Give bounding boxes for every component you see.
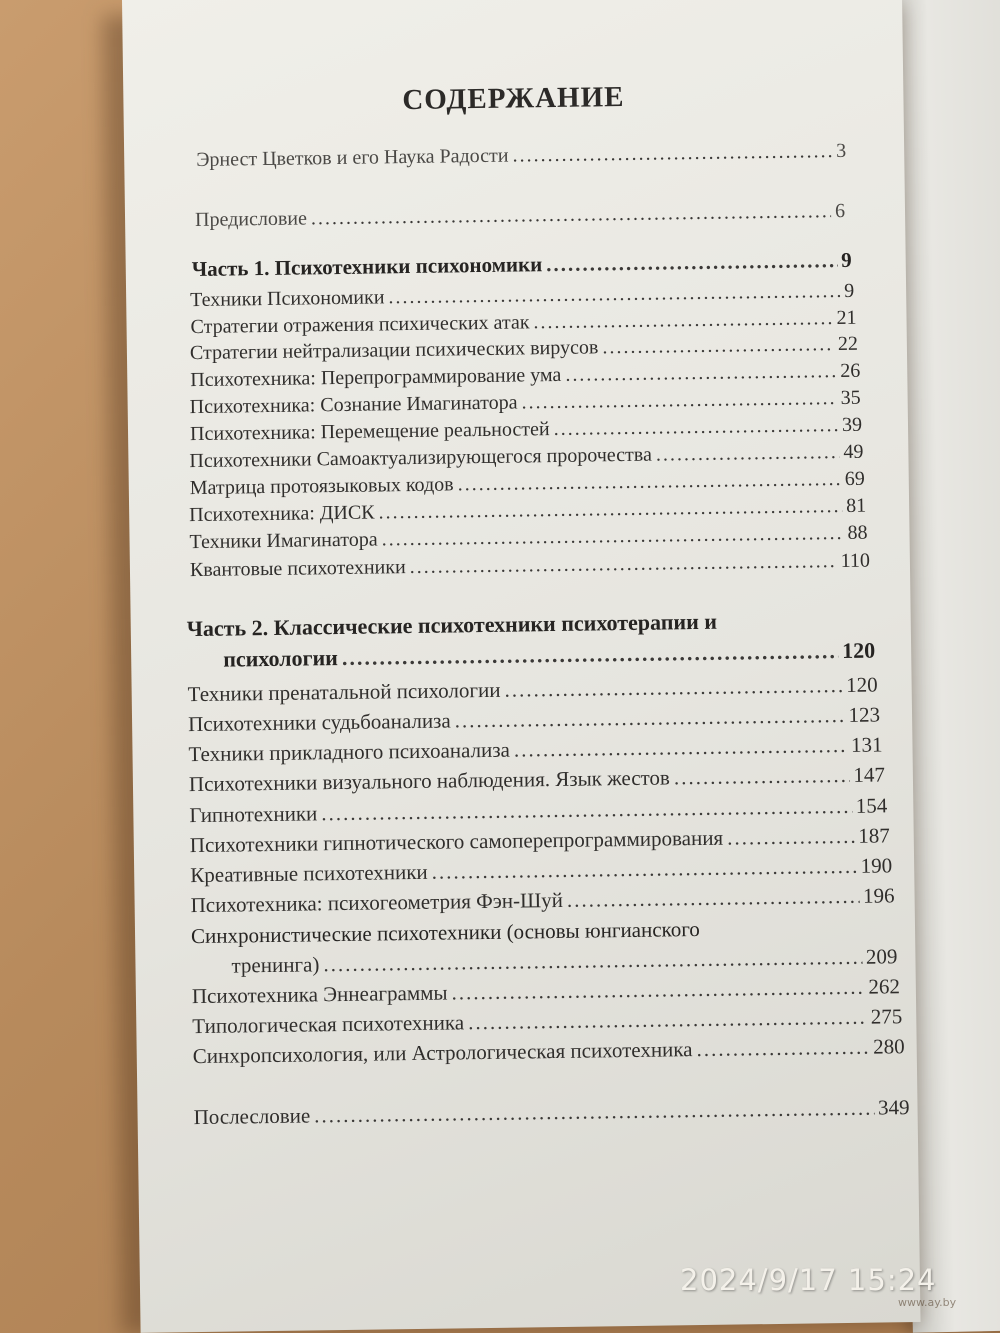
dot-leader — [565, 360, 836, 387]
toc-entry-page: 120 — [845, 672, 878, 697]
dot-leader — [696, 1035, 869, 1062]
toc-entry — [190, 853, 892, 888]
toc-entry-label: Предисловие — [194, 207, 308, 232]
toc-entry-label: Психотехника: Сознание Имагинатора — [189, 391, 518, 419]
toc-entry-label: Психотехника: психогеометрия Фэн-Шуй — [190, 887, 564, 918]
dot-leader — [455, 703, 845, 733]
toc-entry-page: 120 — [841, 637, 876, 664]
dot-leader — [388, 280, 840, 309]
toc-entry — [193, 1095, 909, 1130]
book-page — [122, 0, 921, 1333]
table-of-contents — [122, 0, 921, 1333]
toc-entry-page: 131 — [850, 732, 883, 757]
toc-entry-page: 154 — [855, 793, 888, 818]
toc-entry-label: Гипнотехники — [189, 801, 318, 828]
dot-leader — [546, 248, 837, 277]
toc-entry — [192, 248, 852, 282]
dot-leader — [311, 200, 831, 230]
toc-entry-page: 110 — [840, 549, 871, 573]
dot-leader — [457, 468, 840, 496]
toc-entry-label: Типологическая психотехника — [192, 1010, 465, 1039]
dot-leader — [521, 387, 836, 414]
toc-entry-page: 21 — [836, 306, 857, 330]
dot-leader — [656, 441, 840, 467]
toc-entry-page: 123 — [848, 702, 881, 727]
toc-entry-page: 349 — [877, 1095, 910, 1120]
toc-entry-label: Психотехники гипнотического самоперепрограммирования — [189, 825, 724, 858]
site-watermark: www.ay.by — [898, 1296, 957, 1309]
dot-leader — [378, 495, 842, 524]
dot-leader — [451, 975, 864, 1006]
toc-entry-page: 280 — [873, 1034, 905, 1059]
toc-entry-label: Техники пренатальной психологии — [187, 677, 501, 707]
toc-entry-label: Психотехника: Перемещение реальностей — [189, 418, 550, 446]
dot-leader — [512, 140, 832, 167]
toc-entry — [223, 638, 875, 673]
toc-entry-label: Психотехники судьбоанализа — [187, 708, 451, 737]
dot-leader — [602, 333, 834, 359]
toc-entry-page: 9 — [843, 279, 855, 302]
toc-entry-page: 88 — [847, 521, 868, 544]
toc-entry-label: Квантовые психотехники — [189, 556, 406, 582]
toc-entry-page: 35 — [840, 386, 861, 410]
dot-leader — [342, 638, 839, 671]
toc-entry-label: Психотехника: ДИСК — [189, 501, 375, 527]
toc-entry — [192, 1004, 902, 1039]
dot-leader — [323, 945, 862, 978]
toc-entry — [196, 140, 846, 172]
dot-leader — [468, 1005, 867, 1036]
toc-entry-page: 6 — [834, 199, 846, 223]
toc-entry — [189, 522, 867, 554]
toc-entry — [190, 550, 870, 582]
toc-entry — [190, 823, 890, 858]
dot-leader — [567, 884, 859, 913]
toc-entry-label: Креативные психотехники — [190, 859, 428, 888]
toc-entry-page: 39 — [841, 413, 863, 436]
toc-entry-label: Эрнест Цветков и его Наука Радости — [196, 144, 509, 171]
dot-leader — [674, 763, 850, 790]
toc-entry-label: Психотехники Самоактуализирующегося пророчества — [189, 443, 653, 473]
dot-leader — [432, 854, 857, 885]
toc-entry-page: 49 — [843, 440, 864, 463]
toc-entry-label: Техники Имагинатора — [189, 528, 378, 554]
dot-leader — [504, 673, 842, 703]
toc-entry-page: 187 — [858, 823, 890, 848]
toc-entry-page: 209 — [865, 944, 898, 969]
toc-entry-label: Синхропсихология, или Астрологическая психотехника — [192, 1037, 693, 1069]
toc-entry — [188, 732, 882, 767]
toc-entry-page: 69 — [844, 467, 865, 490]
toc-entry — [231, 944, 897, 978]
toc-entry — [192, 974, 900, 1009]
toc-title: СОДЕРЖАНИЕ — [402, 80, 625, 117]
toc-entry-label: Техники Психономики — [190, 286, 385, 312]
dot-leader — [314, 1096, 874, 1129]
toc-entry-label: Психотехники визуального наблюдения. Язык жестов — [188, 765, 671, 797]
toc-entry — [193, 1034, 905, 1069]
dot-leader — [533, 307, 832, 334]
toc-entry-label: Послесловие — [193, 1103, 311, 1130]
toc-entry-label: Психотехника: Перепрограммирование ума — [190, 363, 562, 392]
toc-entry — [189, 762, 885, 797]
toc-entry — [188, 673, 878, 708]
toc-entry-page: 3 — [836, 139, 847, 163]
dot-leader — [410, 550, 837, 579]
toc-entry — [190, 883, 894, 918]
toc-entry-label: психологии — [223, 645, 339, 672]
toc-entry — [189, 793, 887, 828]
toc-entry-page: 147 — [853, 762, 886, 787]
toc-entry-page: 196 — [862, 883, 895, 908]
toc-entry-label-line1: Часть 2. Классические психотехники психотерапии и — [186, 608, 718, 642]
toc-entry-label: тренинга) — [231, 952, 320, 978]
toc-entry-label-line1: Синхронистические психотехники (основы юнгианского — [190, 917, 700, 949]
dot-leader — [553, 414, 838, 441]
toc-entry-label: Стратегии отражения психических атак — [190, 311, 530, 339]
toc-entry-page: 22 — [837, 332, 859, 356]
toc-entry-label: Стратегии нейтрализации психических вирусов — [189, 336, 599, 365]
photo-timestamp: 2024/9/17 15:24 — [680, 1263, 937, 1297]
toc-entry — [188, 702, 880, 737]
dot-leader — [727, 824, 854, 851]
dot-leader — [321, 794, 852, 826]
toc-entry-page: 190 — [860, 853, 893, 878]
toc-entry-label: Матрица протоязыковых кодов — [189, 473, 454, 500]
dot-leader — [514, 733, 847, 763]
toc-entry — [195, 200, 845, 232]
toc-entry-label: Техники прикладного психоанализа — [188, 737, 511, 767]
toc-entry-label: Часть 1. Психотехники психономики — [191, 252, 543, 282]
toc-entry-page: 275 — [870, 1004, 903, 1029]
toc-entry-label: Психотехника Эннеаграммы — [191, 980, 448, 1009]
toc-entry-page: 26 — [840, 359, 861, 383]
dot-leader — [381, 522, 843, 551]
toc-entry-page: 81 — [845, 494, 867, 517]
toc-entry-page: 262 — [868, 974, 901, 999]
toc-entry-page: 9 — [841, 247, 852, 272]
